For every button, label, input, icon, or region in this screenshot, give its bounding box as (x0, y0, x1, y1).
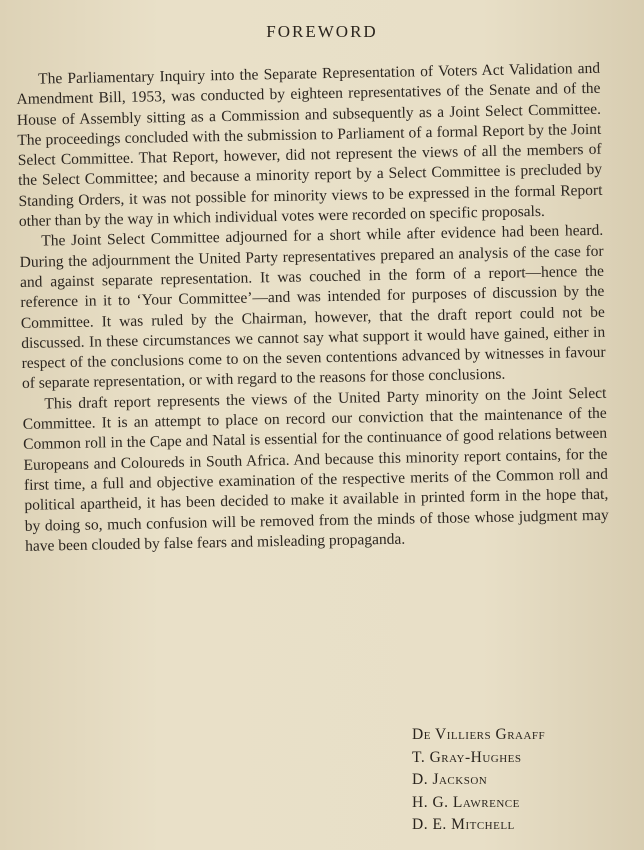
paragraph-2: The Joint Select Committee adjourned for a short while after evidence had been heard. During the adjournment the United Party representatives prepared an analysis of the case for and against separate representation. It was couched in the form of a report—hence the reference in it to ‘Your Committee’—and was intended for purposes of discussion by the Committee. It was ruled by the Chairman, however, that the draft report could not be discussed. In these circumstances we cannot say what support it would have gained, either in respect of the conclusions come to on the seven contentions advanced by witnesses in favour of separate representation, or with regard to the reasons for those conclusions. (19, 222, 606, 393)
paragraph-1: The Parliamentary Inquiry into the Separate Representation of Voters Act Validation and Amendment Bill, 1953, was conducted by eighteen representatives of the Senate and of the House of Assembly sitting as a Commission and subsequently as a Joint Select Committee. The proceedings concluded with the submission to Parliament of a formal Report by the Joint Select Committee. That Report, however, did not represent the views of all the members of the Select Committee; and because a minority report by a Select Committee is precluded by Standing Orders, it was not possible for minority views to be expressed in the formal Report other than by the way in which individual votes were recorded on specific proposals. (16, 59, 603, 231)
page-title: FOREWORD (266, 22, 378, 41)
signatory-name: T. Gray-Hughes (412, 748, 522, 766)
signatory-name: D. Jackson (412, 771, 488, 788)
paragraph-3: This draft report represents the views of the United Party minority on the Joint Select Committee. It is an attempt to place on record our conviction that the maintenance of the Common roll in the Cape and Natal is essential for the continuance of good relations between Europeans and Coloureds in South Africa. And because this minority report contains, for the first time, a full and objective examination of the respective merits of the Common roll and political apartheid, it has been decided to make it available in printed form in the hope that, by doing so, much confusion will be removed from the minds of those whose judgment may have been clouded by false fears and misleading propaganda. (22, 384, 609, 555)
signatory-name: De Villiers Graaff (412, 726, 546, 743)
signatory-list (412, 724, 632, 837)
signatory-name: H. G. Lawrence (412, 793, 520, 811)
foreword-body (16, 59, 609, 557)
signatory-name: D. E. Mitchell (412, 816, 515, 833)
